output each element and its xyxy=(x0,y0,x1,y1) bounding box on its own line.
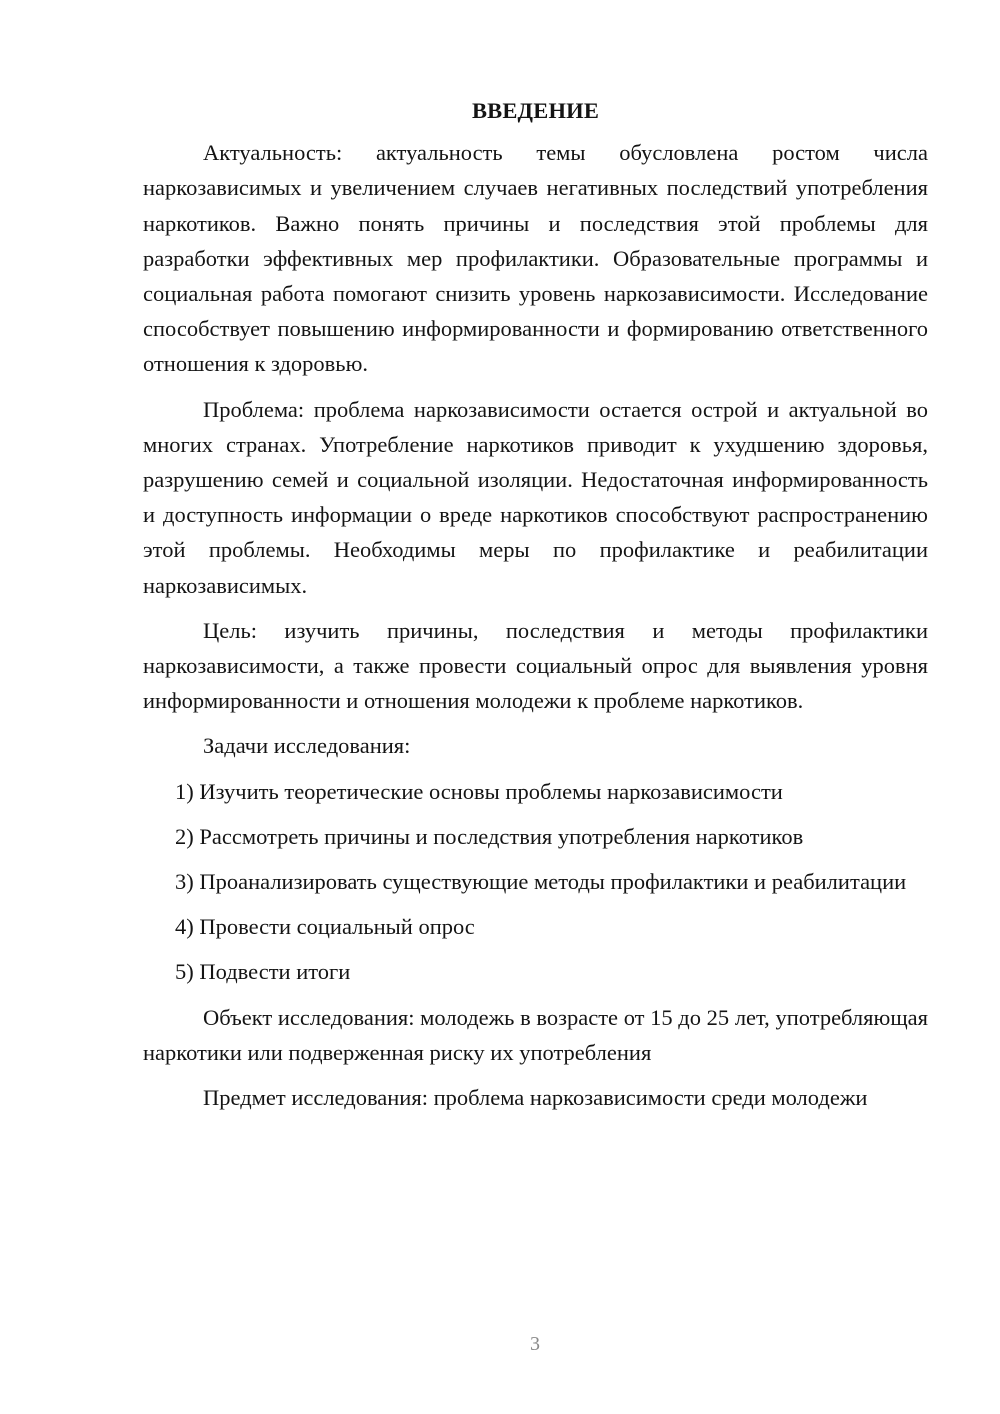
list-item: 1) Изучить теоретические основы проблемы наркозависимости xyxy=(175,778,783,804)
paragraph-problem: Проблема: проблема наркозависимости остается острой и актуальной во многих странах. Употребление наркотиков приводит к ухудшению здоровья, разрушению семей и социальной изоляции. Недостаточная информированность и доступность информации о вреде наркотиков способствуют распространению этой проблемы. Необходимы меры по профилактике и реабилитации наркозависимых. xyxy=(143,396,928,598)
list-item: 3) Проанализировать существующие методы профилактики и реабилитации xyxy=(175,869,907,895)
list-item: 5) Подвести итоги xyxy=(175,959,351,985)
list-item: 4) Провести социальный опрос xyxy=(175,914,475,940)
page-title: ВВЕДЕНИЕ xyxy=(471,98,600,123)
paragraph-object: Объект исследования: молодежь в возрасте от 15 до 25 лет, употребляющая наркотики или подверженная риску их употребления xyxy=(143,1004,928,1065)
page-number: 3 xyxy=(530,1333,540,1355)
paragraph-relevance: Актуальность: актуальность темы обусловлена ростом числа наркозависимых и увеличением случаев негативных последствий употребления наркотиков. Важно понять причины и последствия этой проблемы для разработки эффективных мер профилактики. Образовательные программы и социальная работа помогают снизить уровень наркозависимости. Исследование способствует повышению информированности и формированию ответственного отношения к здоровью. xyxy=(143,140,928,377)
list-item: 2) Рассмотреть причины и последствия употребления наркотиков xyxy=(175,823,804,849)
document-page xyxy=(143,93,928,1115)
paragraph-subject: Предмет исследования: проблема наркозависимости среди молодежи xyxy=(203,1085,868,1111)
tasks-heading: Задачи исследования: xyxy=(203,733,411,759)
tasks-list xyxy=(143,774,928,990)
paragraph-goal: Цель: изучить причины, последствия и методы профилактики наркозависимости, а также провести социальный опрос для выявления уровня информированности и отношения молодежи к проблеме наркотиков. xyxy=(143,617,928,714)
